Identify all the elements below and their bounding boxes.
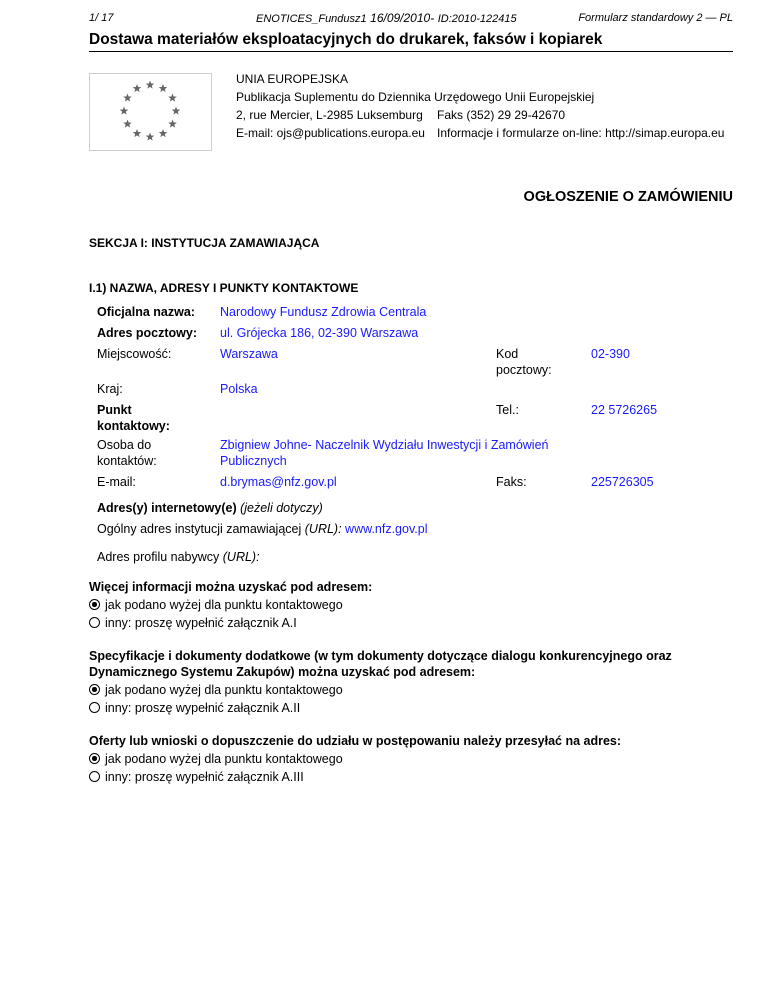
postcode-label-1: Kod xyxy=(496,347,519,361)
star-icon xyxy=(159,129,168,137)
offers-option-1: jak podano wyżej dla punktu kontaktowego xyxy=(89,752,343,766)
internet-heading: Adres(y) internetowy(e) (jeżeli dotyczy) xyxy=(97,501,323,515)
offers-heading: Oferty lub wnioski o dopuszczenie do udziału w postępowaniu należy przesyłać na adres: xyxy=(89,734,622,748)
offers-option-2: inny: proszę wypełnić załącznik A.III xyxy=(89,770,304,784)
contact-person-value-2: Publicznych xyxy=(220,454,287,468)
subsection-title: I.1) NAZWA, ADRESY I PUNKTY KONTAKTOWE xyxy=(89,281,359,295)
form-name: Formularz standardowy 2 — PL xyxy=(578,12,733,24)
star-icon xyxy=(123,120,132,128)
eu-name: UNIA EUROPEJSKA xyxy=(236,72,349,86)
star-icon xyxy=(133,129,142,137)
specs-option-2: inny: proszę wypełnić załącznik A.II xyxy=(89,701,300,715)
eu-online: Informacje i formularze on-line: http://simap.europa.eu xyxy=(437,126,725,140)
specs-heading-2: Dynamicznego Systemu Zakupów) można uzyskać pod adresem: xyxy=(89,665,476,679)
star-icon xyxy=(168,94,177,102)
radio-unselected-icon xyxy=(89,771,100,782)
postcode-value: 02-390 xyxy=(591,347,630,361)
contact-point-label-2: kontaktowy: xyxy=(97,419,170,433)
fax-label: Faks: xyxy=(496,475,527,489)
document-title: Dostawa materiałów eksploatacyjnych do drukarek, faksów i kopiarek xyxy=(89,31,603,48)
official-name-label: Oficjalna nazwa: xyxy=(97,305,195,319)
postal-address-label: Adres pocztowy: xyxy=(97,326,198,340)
official-name-value: Narodowy Fundusz Zdrowia Centrala xyxy=(220,305,427,319)
star-icon xyxy=(146,133,155,141)
general-url-row: Ogólny adres instytucji zamawiającej (URL): www.nfz.gov.pl xyxy=(97,522,428,536)
more-info-option-1: jak podano wyżej dla punktu kontaktowego xyxy=(89,598,343,612)
city-label: Miejscowość: xyxy=(97,347,172,361)
contact-person-value-1: Zbigniew Johne- Naczelnik Wydziału Inwestycji i Zamówień xyxy=(220,438,549,452)
postal-address-value: ul. Grójecka 186, 02-390 Warszawa xyxy=(220,326,419,340)
radio-selected-icon xyxy=(89,753,100,764)
radio-unselected-icon xyxy=(89,617,100,628)
radio-selected-icon xyxy=(89,684,100,695)
city-value: Warszawa xyxy=(220,347,278,361)
page-number: 1/ 17 xyxy=(89,12,114,24)
eu-flag-logo xyxy=(89,73,212,151)
radio-selected-icon xyxy=(89,599,100,610)
radio-unselected-icon xyxy=(89,702,100,713)
specs-heading-1: Specyfikacje i dokumenty dodatkowe (w tym dokumenty dotyczące dialogu konkurencyjnego oraz xyxy=(89,649,672,663)
eu-stars-icon xyxy=(90,74,211,150)
title-rule xyxy=(89,51,733,52)
contact-person-label-1: Osoba do xyxy=(97,438,152,452)
eu-supplement: Publikacja Suplementu do Dziennika Urzędowego Unii Europejskiej xyxy=(236,90,595,104)
star-icon xyxy=(159,84,168,92)
section-title: SEKCJA I: INSTYTUCJA ZAMAWIAJĄCA xyxy=(89,236,320,250)
eu-fax: Faks (352) 29 29-42670 xyxy=(437,108,566,122)
star-icon xyxy=(133,84,142,92)
tel-label: Tel.: xyxy=(496,403,519,417)
contact-person-label-2: kontaktów: xyxy=(97,454,157,468)
eu-email: E-mail: ojs@publications.europa.eu xyxy=(236,126,425,140)
eu-address: 2, rue Mercier, L-2985 Luksemburg xyxy=(236,108,423,122)
general-url-link[interactable]: www.nfz.gov.pl xyxy=(345,522,428,536)
specs-option-1: jak podano wyżej dla punktu kontaktowego xyxy=(89,683,343,697)
star-icon xyxy=(168,120,177,128)
postcode-label-2: pocztowy: xyxy=(496,363,552,377)
tel-value: 22 5726265 xyxy=(591,403,658,417)
buyer-profile-row: Adres profilu nabywcy (URL): xyxy=(97,550,260,564)
email-label: E-mail: xyxy=(97,475,136,489)
more-info-option-2: inny: proszę wypełnić załącznik A.I xyxy=(89,616,297,630)
star-icon xyxy=(172,107,181,115)
contact-point-label-1: Punkt xyxy=(97,403,132,417)
country-value: Polska xyxy=(220,382,258,396)
more-info-heading: Więcej informacji można uzyskać pod adresem: xyxy=(89,580,373,594)
document-id: ENOTICES_Fundusz1 16/09/2010- ID:2010-122415 xyxy=(256,11,517,25)
country-label: Kraj: xyxy=(97,382,123,396)
star-icon xyxy=(123,94,132,102)
fax-value: 225726305 xyxy=(591,475,654,489)
star-icon xyxy=(120,107,129,115)
notice-title: OGŁOSZENIE O ZAMÓWIENIU xyxy=(523,189,733,205)
star-icon xyxy=(146,81,155,89)
email-value[interactable]: d.brymas@nfz.gov.pl xyxy=(220,475,337,489)
